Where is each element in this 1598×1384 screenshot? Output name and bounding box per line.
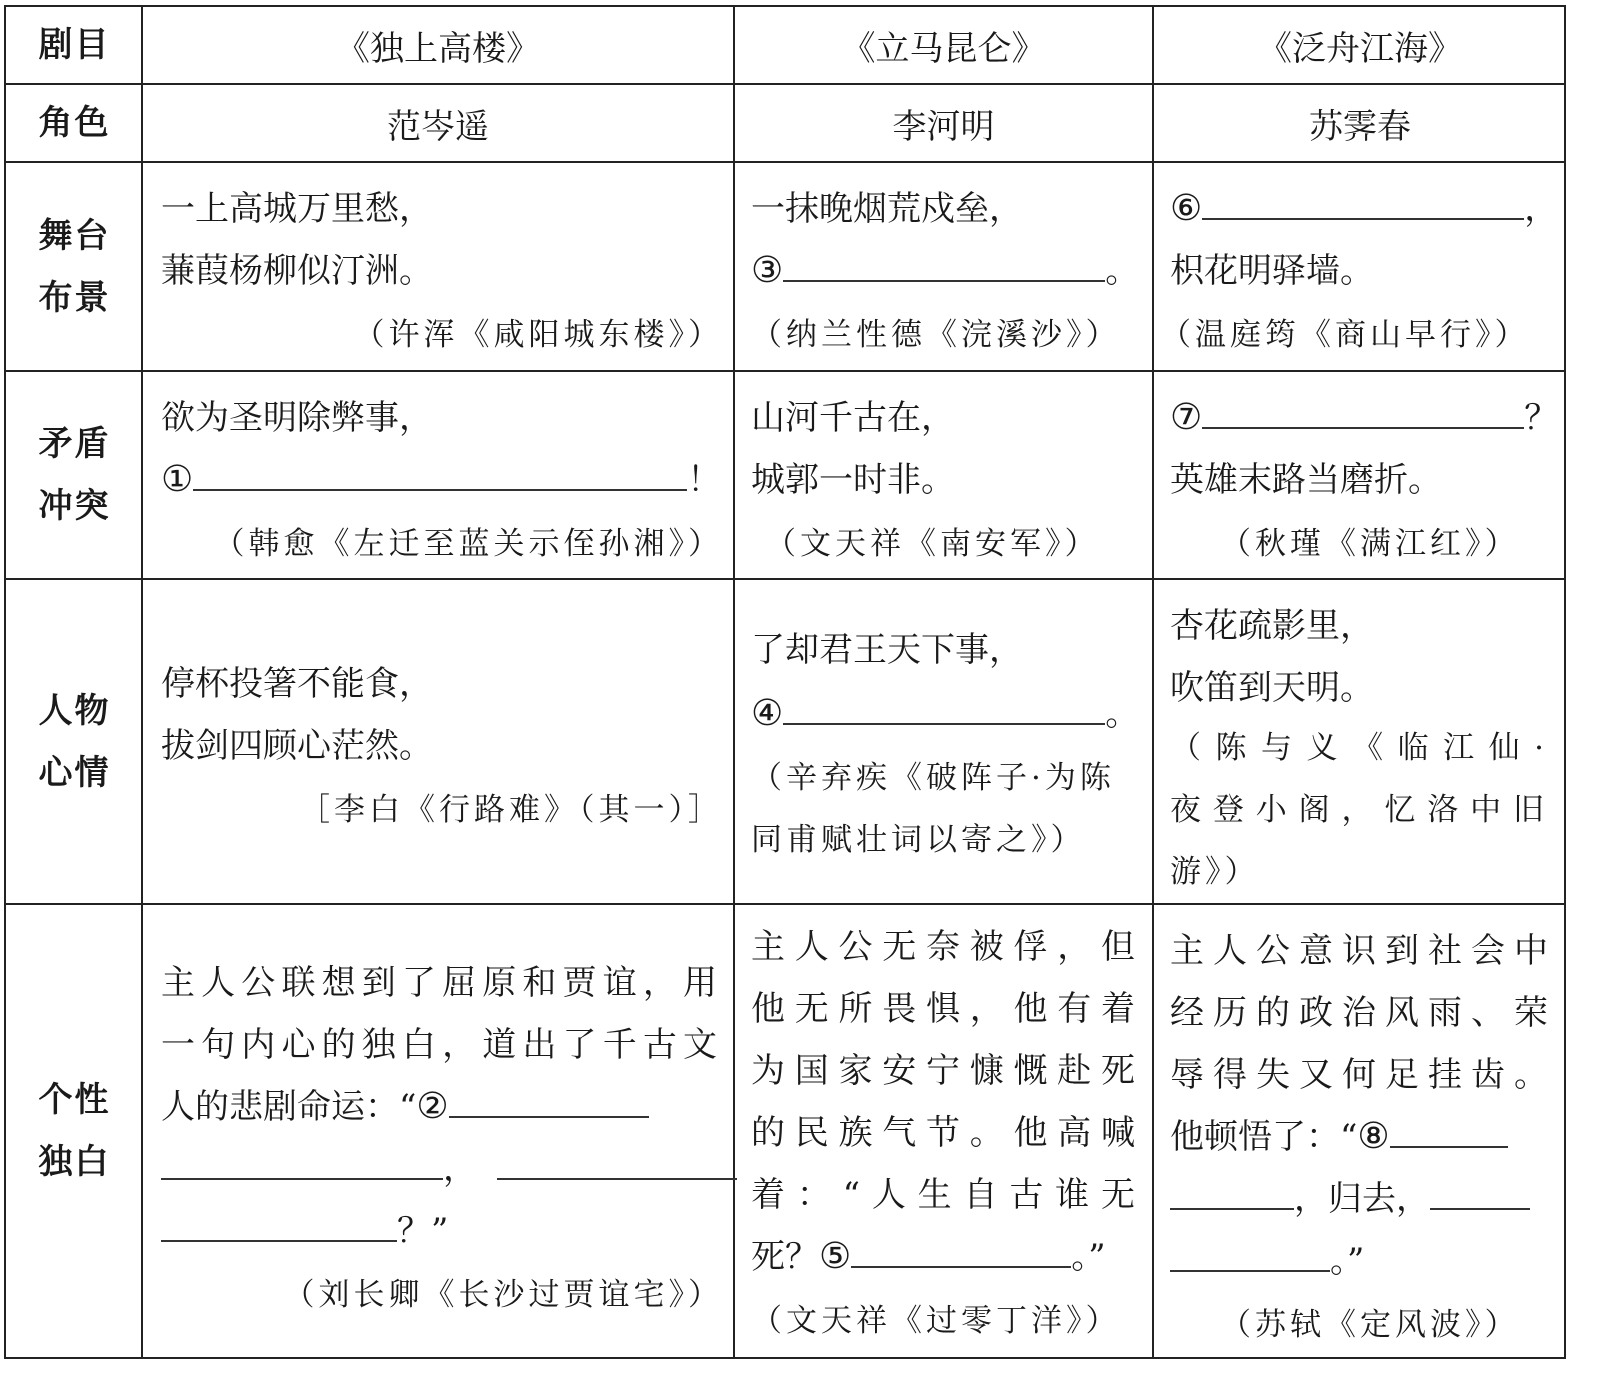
answer-blank[interactable] [449, 1086, 649, 1118]
fill-line-5 [751, 1229, 1106, 1278]
prompt-line: 经历的政治风雨、荣 [1170, 993, 1548, 1033]
poem-source: （纳兰性德《浣溪沙》） [751, 317, 1121, 353]
poem-line: 枳花明驿墙。 [1170, 251, 1374, 291]
poem-source: 同甫赋壮词以寄之》） [751, 822, 1086, 858]
monologue-cell-3 [1154, 905, 1566, 1357]
play-title-3: 《泛舟江海》 [1258, 28, 1462, 69]
poetry-table [4, 5, 1566, 1359]
role-name-3: 苏霁春 [1309, 106, 1411, 147]
poem-line: 蒹葭杨柳似汀洲。 [161, 251, 433, 291]
fill-line-4 [751, 686, 1139, 735]
poem-line: 城郭一时非。 [751, 460, 955, 500]
prompt-line: 的民族气节。他高喊 [751, 1113, 1135, 1153]
poem-source: （文天祥《南安军》） [765, 526, 1100, 562]
monologue-cell-2 [735, 905, 1152, 1357]
stage-cell-1 [143, 163, 733, 370]
answer-blank[interactable] [1202, 397, 1524, 429]
answer-blank[interactable] [161, 1148, 443, 1180]
poem-source: （苏轼《定风波》） [1220, 1307, 1520, 1343]
row-label-text: 冲突 [38, 486, 111, 526]
poem-source: （许浑《咸阳城东楼》） [353, 317, 723, 353]
mood-cell-2 [735, 580, 1152, 903]
poem-line: 停杯投箸不能食， [161, 664, 433, 704]
poem-source: （秋瑾《满江红》） [1220, 526, 1520, 562]
fill-line-8b [1170, 1171, 1530, 1220]
poem-source: （辛弃疾《破阵子·为陈 [751, 760, 1115, 796]
row-label-conflict [6, 372, 143, 578]
stage-cell-3 [1154, 163, 1566, 370]
fill-line-7 [1170, 390, 1558, 439]
conflict-cell-3 [1154, 372, 1566, 578]
poem-source: （韩愈《左迁至蓝关示侄孙湘》） [213, 526, 723, 562]
poem-source: ［李白《行路难》（其一）］ [299, 792, 723, 828]
poem-line: 吹笛到天明。 [1170, 668, 1374, 708]
answer-blank[interactable] [1430, 1178, 1530, 1210]
punct: 。” [1330, 1241, 1365, 1281]
fill-line-8c [1170, 1233, 1364, 1282]
row-label-text: 剧目 [38, 25, 111, 65]
prompt-line: 他顿悟了：“ [1170, 1117, 1358, 1157]
answer-blank[interactable] [1170, 1240, 1330, 1272]
role-name-2: 李河明 [892, 106, 995, 147]
prompt-line: 一句内心的独白，道出了千古文 [161, 1025, 717, 1065]
answer-blank[interactable] [1390, 1116, 1508, 1148]
answer-blank[interactable] [851, 1236, 1071, 1268]
prompt-line: 主人公联想到了屈原和贾谊，用 [161, 963, 717, 1003]
poem-source: 夜登小阁，忆洛中旧 [1170, 792, 1548, 828]
prompt-line: 为国家安宁慷慨赴死 [751, 1051, 1135, 1091]
answer-blank[interactable] [783, 693, 1105, 725]
poem-line: 欲为圣明除弊事， [161, 398, 433, 438]
poem-source: （文天祥《过零丁洋》） [751, 1303, 1121, 1339]
answer-blank[interactable] [193, 459, 687, 491]
blank-number: ④ [751, 693, 784, 734]
monologue-cell-1 [143, 905, 733, 1357]
answer-blank[interactable] [783, 250, 1105, 282]
answer-blank[interactable] [497, 1148, 737, 1180]
row-label-text: 心情 [38, 752, 111, 793]
fill-line-6 [1170, 181, 1558, 230]
row-label-text: 独白 [38, 1142, 111, 1182]
punct: 。 [1105, 251, 1140, 291]
punct: ？ [1524, 398, 1559, 438]
blank-number: ⑦ [1170, 397, 1203, 438]
fill-line-2b [161, 1141, 737, 1190]
punct: ？” [397, 1211, 449, 1251]
fill-line-2 [161, 1079, 649, 1128]
poem-line: 了却君王天下事， [751, 630, 1023, 670]
poem-line: 英雄末路当磨折。 [1170, 460, 1442, 500]
poem-source: （温庭筠《商山早行》） [1160, 317, 1530, 353]
poem-source: （陈与义《临江仙· [1170, 730, 1548, 766]
conflict-cell-2 [735, 372, 1152, 578]
fill-line-1 [161, 452, 721, 501]
fill-line-8 [1170, 1109, 1508, 1158]
fill-line-3 [751, 243, 1139, 292]
punct: ， [443, 1149, 477, 1189]
row-label-monologue [6, 905, 143, 1357]
prompt-line: 主人公意识到社会中 [1170, 931, 1548, 971]
role-name-1: 范岑遥 [387, 106, 489, 147]
row-label-text: 舞台 [38, 215, 111, 256]
row-label-text: 人物 [38, 690, 111, 731]
prompt-line: 他无所畏惧，他有着 [751, 989, 1135, 1029]
answer-blank[interactable] [1202, 188, 1524, 220]
fill-line-2c [161, 1203, 448, 1252]
row-label-play [6, 7, 143, 83]
mood-cell-3 [1154, 580, 1566, 903]
blank-number: ② [416, 1086, 449, 1127]
prompt-line: 着：“人生自古谁无 [751, 1175, 1135, 1215]
stage-cell-2 [735, 163, 1152, 370]
answer-blank[interactable] [1170, 1178, 1294, 1210]
answer-blank[interactable] [161, 1210, 397, 1242]
play-title-1: 《独上高楼》 [336, 28, 540, 69]
blank-number: ⑧ [1357, 1116, 1390, 1157]
punct: 。” [1071, 1237, 1106, 1277]
prompt-line: 辱得失又何足挂齿。 [1170, 1055, 1548, 1095]
poem-source: 游》） [1170, 854, 1260, 890]
blank-number: ③ [751, 250, 784, 291]
prompt-line: 主人公无奈被俘，但 [751, 927, 1135, 967]
conflict-cell-1 [143, 372, 733, 578]
row-label-stage [6, 163, 143, 370]
prompt-line: 死？ [751, 1237, 819, 1277]
poem-source: （刘长卿《长沙过贾谊宅》） [283, 1277, 723, 1313]
play-title-2: 《立马昆仑》 [841, 28, 1046, 69]
row-label-text: 矛盾 [38, 424, 111, 464]
blank-number: ① [161, 459, 194, 500]
row-label-role [6, 85, 143, 161]
poem-line: 山河千古在， [751, 398, 955, 438]
poem-line: 杏花疏影里， [1170, 606, 1374, 646]
punct: 。 [1105, 694, 1140, 734]
row-label-mood [6, 580, 143, 903]
blank-number: ⑥ [1170, 188, 1203, 229]
row-label-text: 个性 [38, 1080, 111, 1120]
punct: ， [1524, 189, 1559, 229]
mood-cell-1 [143, 580, 733, 903]
row-label-text: 角色 [38, 103, 111, 143]
prompt-line: 人的悲剧命运：“ [161, 1087, 417, 1127]
poem-line: 一上高城万里愁， [161, 189, 433, 229]
blank-number: ⑤ [819, 1236, 852, 1277]
punct: ！ [687, 460, 722, 500]
poem-line: 拔剑四顾心茫然。 [161, 726, 433, 766]
poem-line: 一抹晚烟荒戍垒， [751, 189, 1023, 229]
prompt-line: ，归去， [1294, 1179, 1430, 1219]
row-label-text: 布景 [38, 277, 111, 318]
